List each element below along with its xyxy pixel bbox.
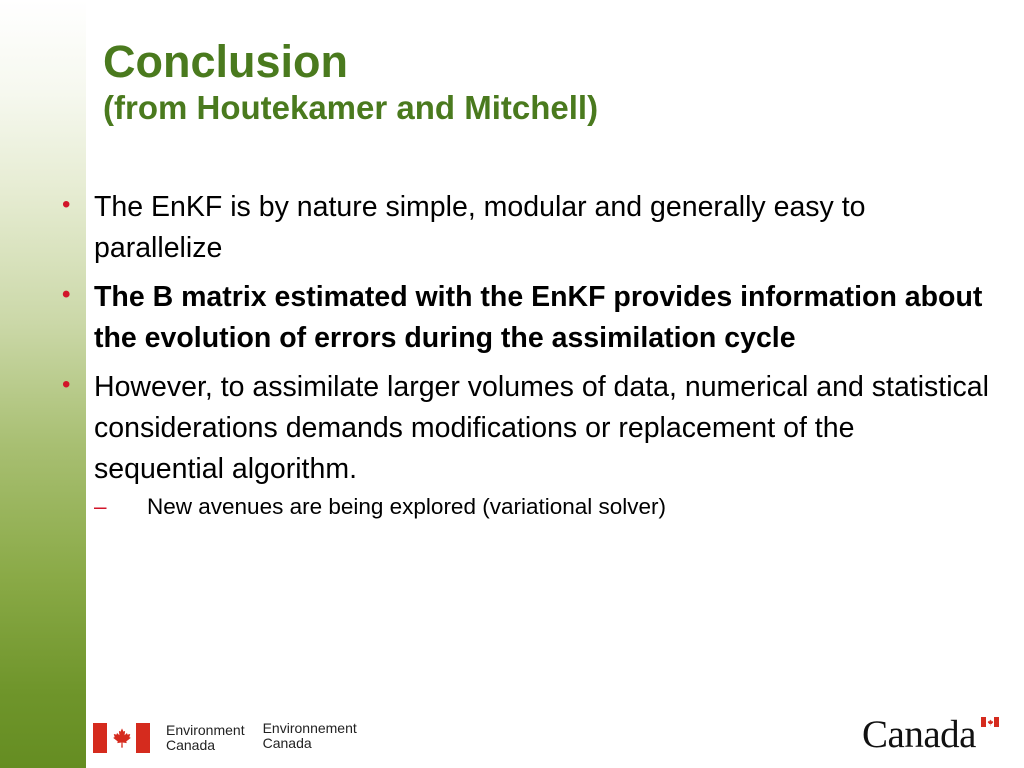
slide-title: [103, 36, 598, 128]
canada-flag-icon: [93, 723, 150, 753]
bullet-text: The B matrix estimated with the EnKF provides information about the evolution of errors during the assimilation cycle: [94, 281, 983, 354]
bullet-text: However, to assimilate larger volumes of data, numerical and statistical considerations demands modifications or replacement of the sequential algorithm.: [94, 371, 989, 485]
maple-leaf-icon: [111, 727, 133, 749]
bullet-item: [60, 187, 990, 269]
bullet-item: [60, 277, 990, 359]
bullet-marker-icon: •: [62, 281, 71, 308]
org-name-english: Environment Canada: [166, 722, 245, 753]
bullet-item: [60, 367, 990, 522]
wordmark-text: Canada: [862, 713, 976, 756]
wordmark-flag-icon: [981, 717, 999, 727]
title-main: Conclusion: [103, 36, 348, 87]
environment-canada-signature: [93, 722, 357, 754]
canada-wordmark: [862, 712, 976, 758]
sub-bullet-marker-icon: –: [94, 494, 107, 519]
title-subtitle: (from Houtekamer and Mitchell): [103, 89, 599, 126]
bullet-text: The EnKF is by nature simple, modular and generally easy to parallelize: [94, 191, 866, 264]
org-name-french: Environnement Canada: [262, 720, 357, 751]
bullet-list: [60, 187, 990, 530]
bullet-marker-icon: •: [62, 191, 71, 218]
bullet-marker-icon: •: [62, 371, 71, 398]
sub-bullet-text: New avenues are being explored (variational solver): [147, 494, 667, 519]
sub-bullet-item: [94, 492, 990, 522]
